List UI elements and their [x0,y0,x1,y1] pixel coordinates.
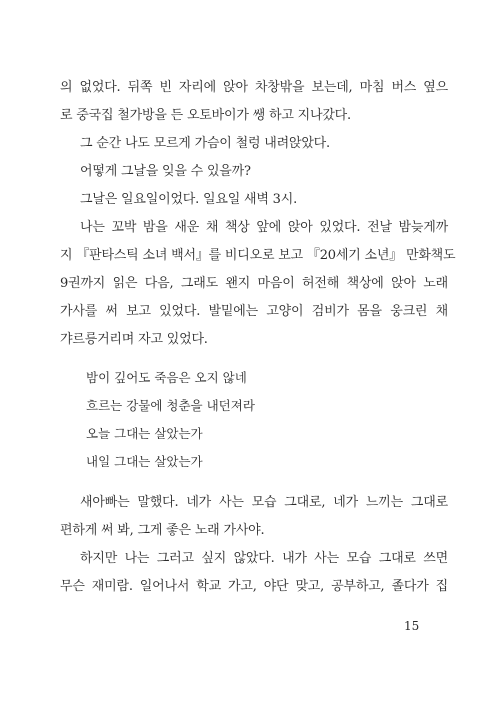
poem-line: 밤이 깊어도 죽음은 오지 않네 [86,370,247,385]
lyrics-poem [86,364,255,476]
text-line: 갸르릉거리며 자고 있었다. [60,332,208,347]
text-line: 어떻게 그날을 잊을 수 있을까? [80,164,251,179]
page-number: 15 [404,619,420,633]
text-line: 새아빠는 말했다. 네가 사는 모습 그대로, 네가 느끼는 그대로 [80,495,448,510]
body-text-bottom [60,489,448,601]
body-text-top [60,74,456,354]
poem-line: 오늘 그대는 살았는가 [86,426,203,441]
text-line: 그날은 일요일이었다. 일요일 새벽 3시. [80,192,298,207]
text-line: 로 중국집 철가방을 든 오토바이가 쌩 하고 지나갔다. [60,108,351,123]
text-line: 9권까지 읽은 다음, 그래도 왠지 마음이 허전해 책상에 앉아 노래 [60,276,448,291]
poem-line: 흐르는 강물에 청춘을 내던져라 [86,398,255,413]
text-line: 하지만 나는 그러고 싶지 않았다. 내가 사는 모습 그대로 쓰면 [80,551,448,566]
text-line: 의 없었다. 뒤쪽 빈 자리에 앉아 차창밖을 보는데, 마침 버스 옆으 [60,80,448,95]
text-line: 가사를 써 보고 있었다. 발밑에는 고양이 검비가 몸을 웅크린 채 [60,304,448,319]
text-line: 나는 꼬박 밤을 새운 채 책상 앞에 앉아 있었다. 전날 밤늦게까 [80,220,448,235]
text-line: 그 순간 나도 모르게 가슴이 철렁 내려앉았다. [80,136,330,151]
text-line: 편하게 써 봐, 그게 좋은 노래 가사야. [60,523,265,538]
text-line: 무슨 재미람. 일어나서 학교 가고, 야단 맞고, 공부하고, 졸다가 집 [60,579,448,594]
text-line: 지 『판타스틱 소녀 백서』를 비디오로 보고 『20세기 소년』 만화책도 [60,248,456,263]
poem-line: 내일 그대는 살았는가 [86,454,203,469]
